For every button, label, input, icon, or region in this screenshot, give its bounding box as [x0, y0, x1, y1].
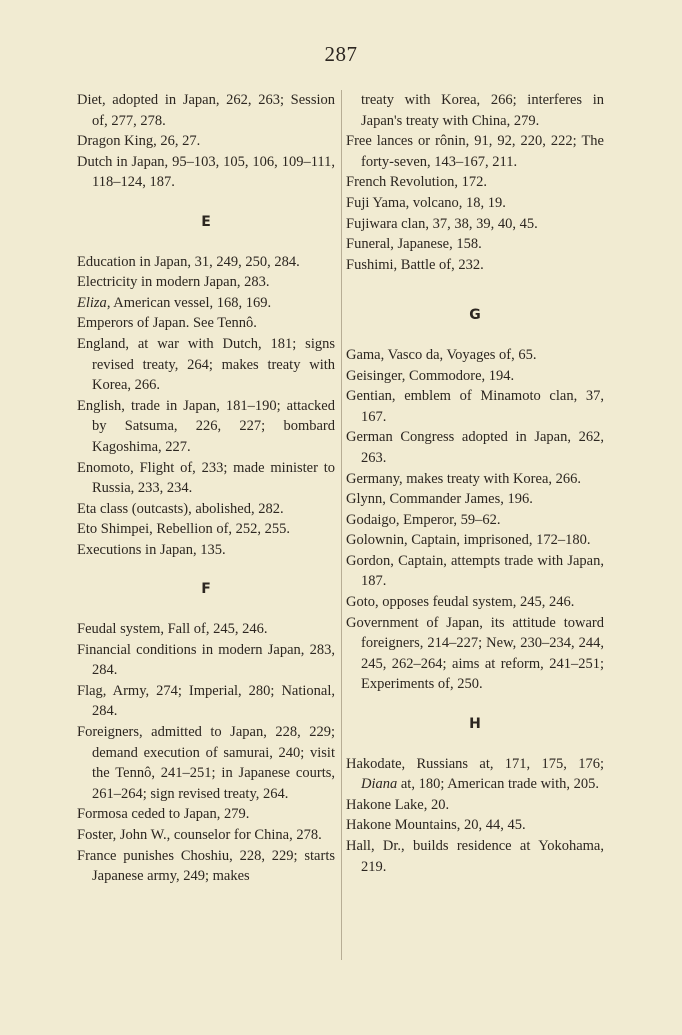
italic-term: Eliza — [77, 294, 107, 311]
page-number: 287 — [324, 42, 358, 66]
index-entry: Hall, Dr., builds residence at Yokohama, 219. — [346, 838, 604, 875]
index-entry: English, trade in Japan, 181–190; attacked by Satsuma, 226, 227; bombard Kagoshima, 227. — [77, 397, 335, 455]
index-entry: Eta class (outcasts), abolished, 282. — [77, 500, 284, 517]
index-entry: Diet, adopted in Japan, 262, 263; Session of, 277, 278. — [77, 92, 335, 129]
left-column — [77, 90, 335, 887]
index-entry: Eto Shimpei, Rebellion of, 252, 255. — [77, 521, 291, 538]
index-entry: Fushimi, Battle of, 232. — [346, 256, 484, 273]
section-heading-h: H — [469, 716, 481, 733]
index-entry: Gentian, emblem of Minamoto clan, 37, 167. — [346, 388, 604, 425]
index-entry: England, at war with Dutch, 181; signs revised treaty, 264; makes treaty with Korea, 266. — [77, 335, 335, 394]
index-entry: Emperors of Japan. See Tennô. — [77, 315, 257, 332]
index-entry: Government of Japan, its attitude toward foreigners, 214–227; New, 230–234, 244, 245, 262–264; aims at reform, 241–251; Experiments of, 250. — [346, 614, 604, 693]
index-entry: French Revolution, 172. — [346, 174, 487, 191]
right-column — [346, 90, 604, 877]
index-entry: Foreigners, admitted to Japan, 228, 229; demand execution of samurai, 240; visit the Tennô, 241–251; in Japanese courts, 261–264; sign revised treaty, 264. — [77, 724, 335, 802]
index-entry: Glynn, Commander James, 196. — [346, 491, 533, 508]
index-entry: Eliza, American vessel, 168, 169. — [77, 294, 272, 311]
index-entry: Fujiwara clan, 37, 38, 39, 40, 45. — [346, 215, 538, 232]
index-entry: Executions in Japan, 135. — [77, 541, 226, 558]
index-entry: Flag, Army, 274; Imperial, 280; National, 284. — [77, 682, 335, 720]
index-entry: Free lances or rônin, 91, 92, 220, 222; The forty-seven, 143–167, 211. — [346, 133, 604, 170]
index-entry: Goto, opposes feudal system, 245, 246. — [346, 594, 575, 611]
italic-term: Diana — [361, 776, 398, 793]
index-entry: Golownin, Captain, imprisoned, 172–180. — [346, 532, 591, 549]
index-entry: Dutch in Japan, 95–103, 105, 106, 109–111, 118–124, 187. — [77, 153, 335, 191]
section-heading-e: E — [201, 213, 211, 230]
index-entry: Geisinger, Commodore, 194. — [346, 367, 515, 384]
index-entry: Germany, makes treaty with Korea, 266. — [346, 470, 582, 487]
index-entry: Gordon, Captain, attempts trade with Japan, 187. — [346, 552, 604, 590]
index-entry: Formosa ceded to Japan, 279. — [77, 806, 250, 823]
index-entry: Funeral, Japanese, 158. — [346, 236, 482, 253]
index-entry: Hakone Lake, 20. — [346, 796, 450, 813]
index-entry: Dragon King, 26, 27. — [77, 133, 201, 150]
index-entry: France punishes Choshiu, 228, 229; starts Japanese army, 249; makes — [77, 847, 335, 885]
index-entry: Financial conditions in modern Japan, 283, 284. — [77, 641, 335, 679]
index-entry: Gama, Vasco da, Voyages of, 65. — [346, 346, 537, 363]
index-entry: Fuji Yama, volcano, 18, 19. — [346, 194, 506, 211]
index-entry: Feudal system, Fall of, 245, 246. — [77, 621, 268, 638]
index-entry: Enomoto, Flight of, 233; made minister to Russia, 233, 234. — [77, 459, 335, 497]
section-heading-f: F — [201, 581, 211, 598]
index-entry: Godaigo, Emperor, 59–62. — [346, 511, 501, 528]
index-entry-continued: treaty with Korea, 266; interferes in Japan's treaty with China, 279. — [361, 92, 604, 129]
section-heading-g: G — [469, 307, 481, 324]
index-entry: Hakodate, Russians at, 171, 175, 176; Diana at, 180; American trade with, 205. — [346, 755, 604, 793]
index-entry: Education in Japan, 31, 249, 250, 284. — [77, 253, 300, 270]
column-divider — [341, 90, 342, 960]
index-entry: Electricity in modern Japan, 283. — [77, 274, 270, 291]
index-entry: Foster, John W., counselor for China, 278. — [77, 827, 322, 843]
index-entry: Hakone Mountains, 20, 44, 45. — [346, 817, 526, 834]
index-entry: German Congress adopted in Japan, 262, 263. — [346, 429, 604, 466]
